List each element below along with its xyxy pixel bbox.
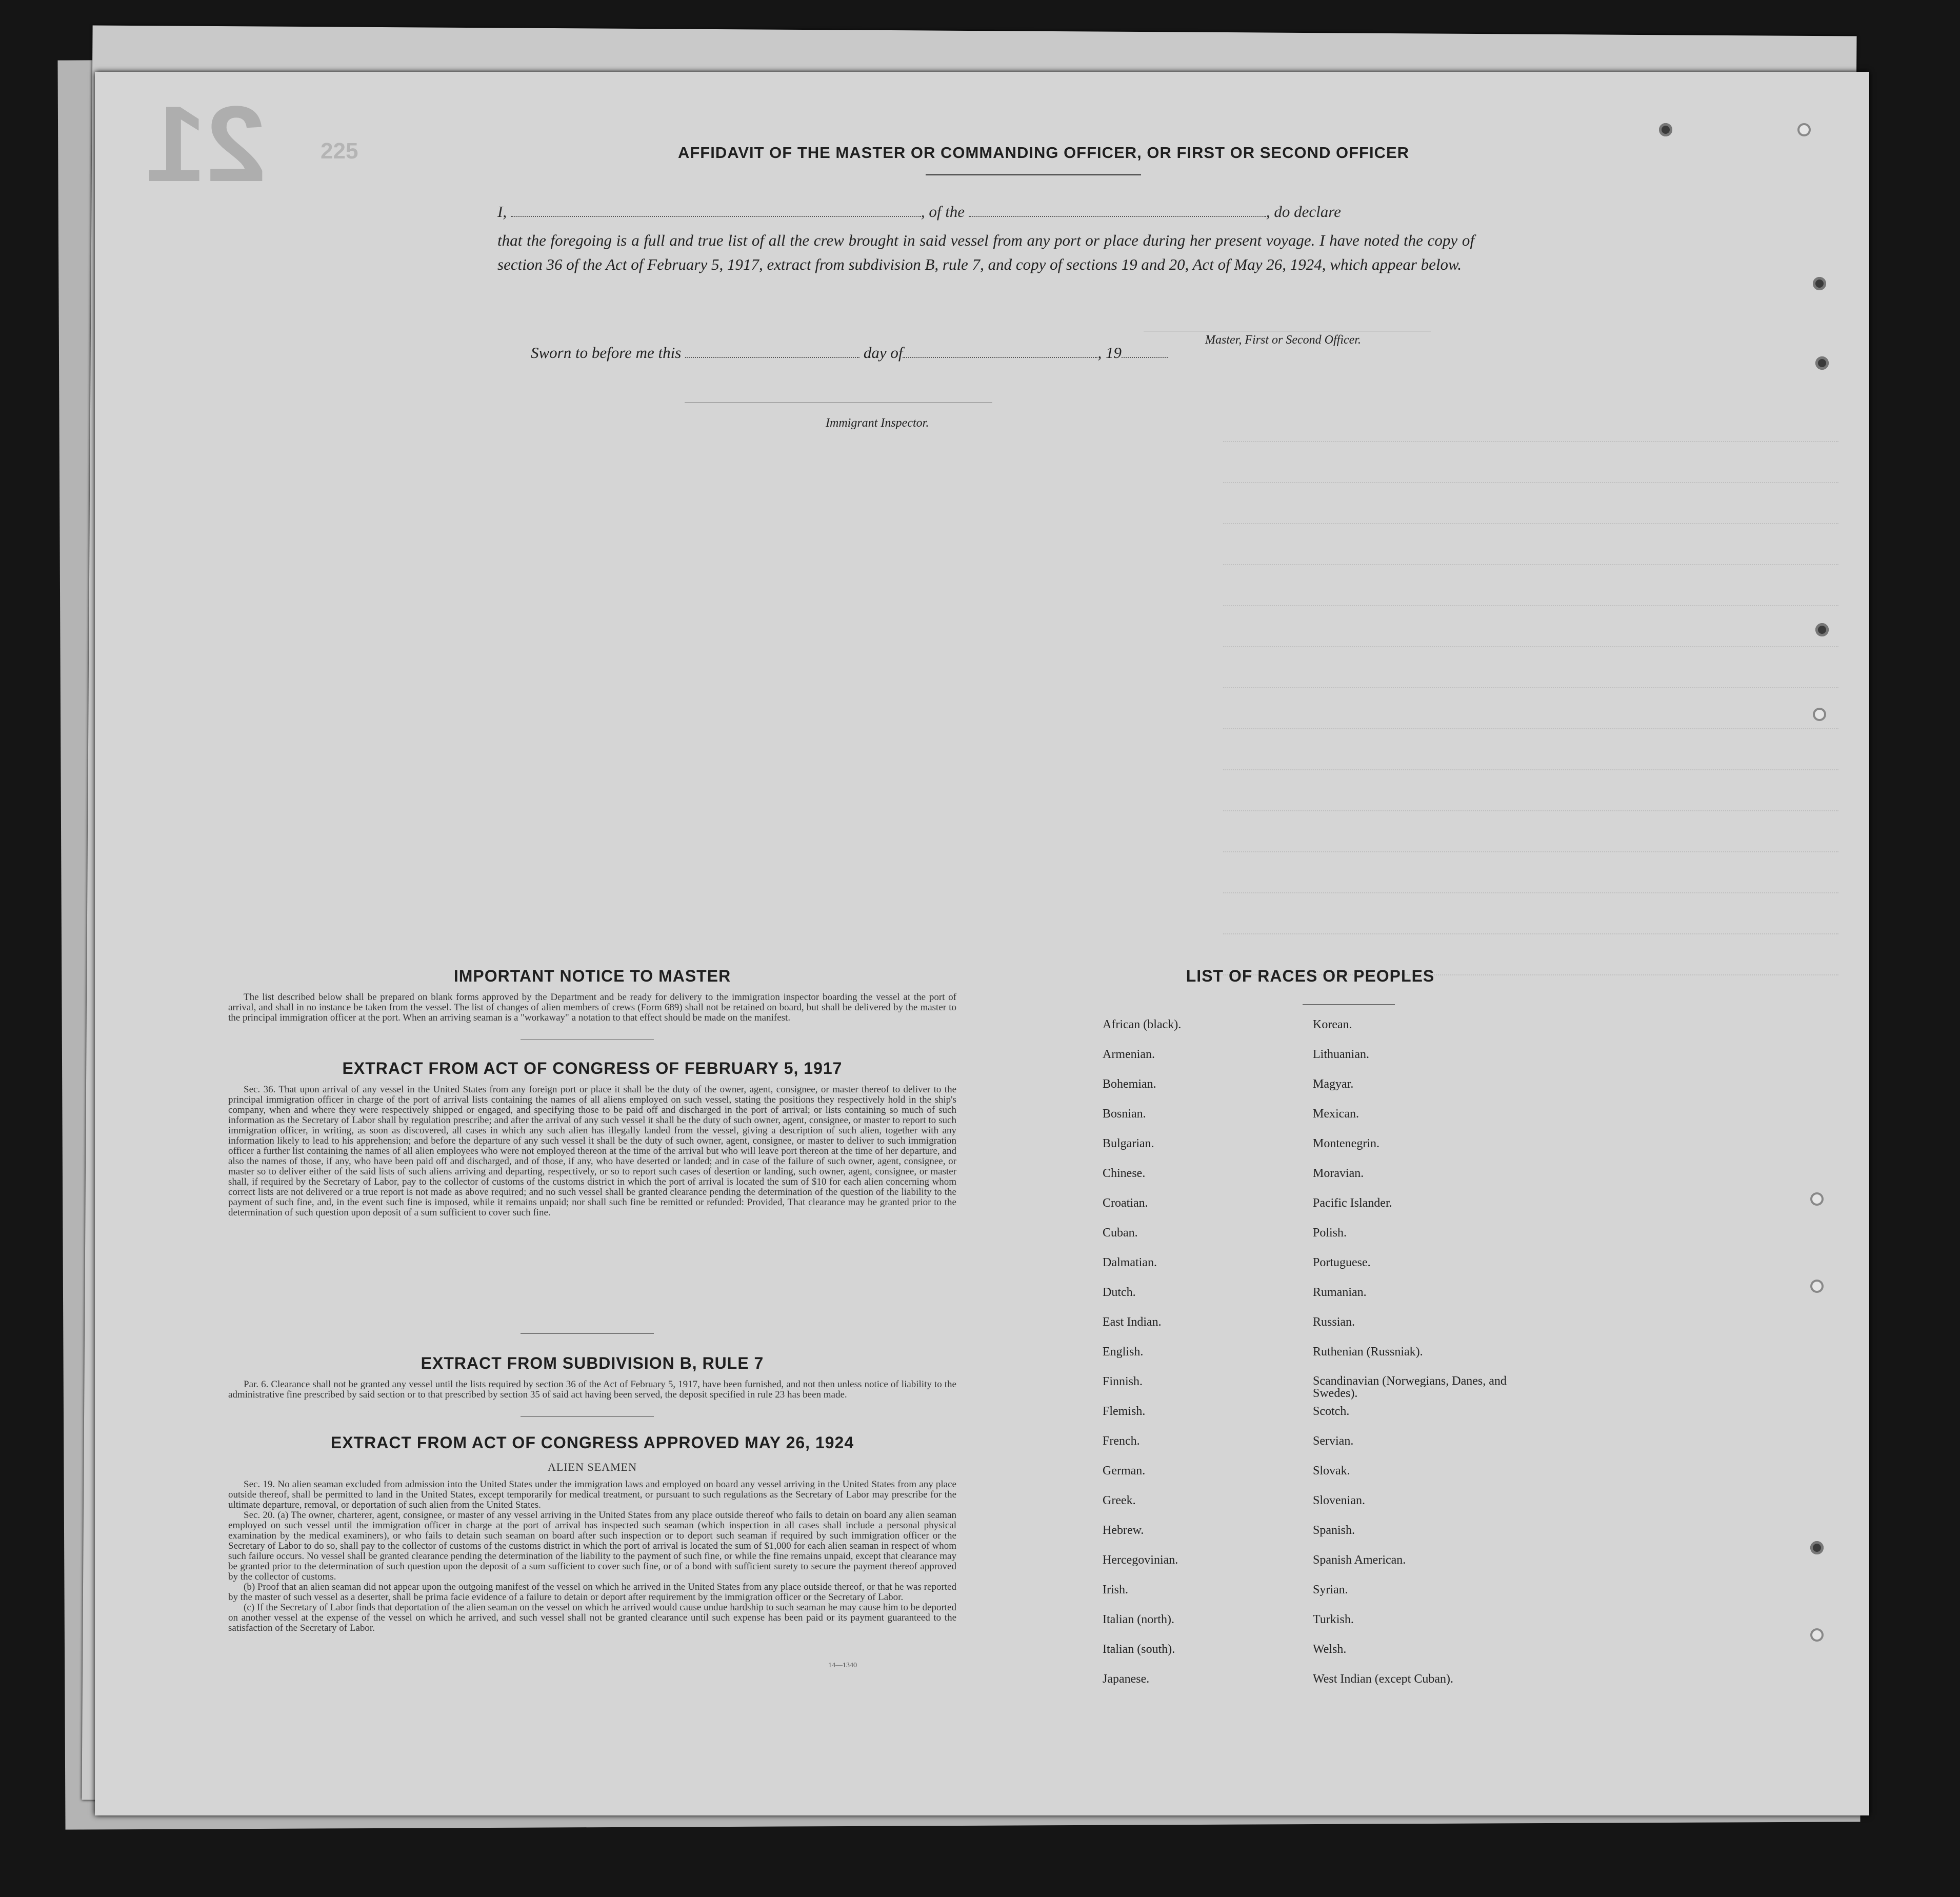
- master-signature-label: Master, First or Second Officer.: [1205, 333, 1361, 347]
- race-item: Dutch.: [1103, 1286, 1136, 1299]
- bleed-through-row: [1223, 605, 1838, 608]
- race-item: Magyar.: [1313, 1077, 1354, 1091]
- race-item: Hercegovinian.: [1103, 1553, 1178, 1567]
- sworn-prefix: Sworn to before me this: [531, 344, 682, 362]
- race-item: Flemish.: [1103, 1405, 1146, 1418]
- punch-hole: [1810, 1628, 1824, 1642]
- punch-hole: [1810, 1541, 1824, 1554]
- punch-hole: [1659, 123, 1672, 136]
- race-item: Ruthenian (Russniak).: [1313, 1345, 1423, 1359]
- race-item: Moravian.: [1313, 1167, 1364, 1180]
- sworn-month-field[interactable]: [903, 344, 1097, 358]
- race-item: Irish.: [1103, 1583, 1128, 1596]
- punch-hole: [1810, 1280, 1824, 1293]
- extract-rule7-title: EXTRACT FROM SUBDIVISION B, RULE 7: [421, 1354, 764, 1372]
- punch-hole: [1810, 1192, 1824, 1206]
- extract-1924-sec20c: (c) If the Secretary of Labor finds that deportation of the alien seaman on the vessel on which he arrived would cause undue hardship to such seaman he may cause him to be deported on another vessel at the expense of the vessel on which he arrived, and such vessel shall not be granted clearance until such expense has been paid or its payment guaranteed to the satisfaction of the Secretary of Labor.: [228, 1602, 956, 1633]
- race-item: Hebrew.: [1103, 1524, 1144, 1537]
- punch-hole: [1797, 123, 1811, 136]
- race-item: Japanese.: [1103, 1672, 1150, 1686]
- bleed-through-row: [1223, 933, 1838, 936]
- race-item: Cuban.: [1103, 1226, 1138, 1240]
- race-item: Syrian.: [1313, 1583, 1348, 1596]
- sheet-number-stamp: 21: [146, 84, 266, 204]
- race-item: French.: [1103, 1434, 1140, 1448]
- race-item: Korean.: [1313, 1018, 1352, 1031]
- race-item: Pacific Islander.: [1313, 1196, 1392, 1210]
- race-item: Bulgarian.: [1103, 1137, 1154, 1150]
- declaration-line: [497, 203, 1472, 221]
- punch-hole: [1815, 623, 1829, 636]
- form-number: 14—1340: [828, 1662, 857, 1669]
- extract-1924-sec20b: (b) Proof that an alien seaman did not appear upon the outgoing manifest of the vessel on which he arrived in the United States from any place outside thereof, or that he was reported by the master of such vessel as a deserter, shall be prima facie evidence of a failure to detain or deport after requirement by the immigration officer or the Secretary of Labor.: [228, 1582, 956, 1603]
- extract-1924-subtitle: ALIEN SEAMEN: [548, 1461, 637, 1473]
- bleed-through-row: [1223, 687, 1838, 690]
- affidavit-title: AFFIDAVIT OF THE MASTER OR COMMANDING OFFICER, OR FIRST OR SECOND OFFICER: [677, 144, 1410, 162]
- race-item: Italian (north).: [1103, 1613, 1174, 1626]
- race-item: Italian (south).: [1103, 1643, 1175, 1656]
- race-item: Welsh.: [1313, 1643, 1347, 1656]
- bleed-through-row: [1223, 523, 1838, 526]
- race-item: Lithuanian.: [1313, 1048, 1369, 1061]
- declaration-of-the: , of the: [921, 203, 965, 221]
- race-item: English.: [1103, 1345, 1144, 1359]
- race-item: Spanish.: [1313, 1524, 1355, 1537]
- race-item: Armenian.: [1103, 1048, 1155, 1061]
- sworn-year-field[interactable]: [1122, 344, 1168, 358]
- divider: [521, 1333, 654, 1334]
- race-item: Mexican.: [1313, 1107, 1359, 1121]
- bleed-through-row: [1223, 728, 1838, 731]
- races-left-column: [1103, 1018, 1297, 1702]
- punch-hole: [1813, 277, 1826, 290]
- extract-1924-text: [228, 1480, 956, 1633]
- sworn-day-field[interactable]: [685, 344, 859, 358]
- race-item: Slovenian.: [1313, 1494, 1365, 1507]
- race-item: German.: [1103, 1464, 1146, 1477]
- race-item: Scandinavian (Norwegians, Danes, and Swedes).: [1313, 1374, 1507, 1400]
- affidavit-body: that the foregoing is a full and true list of all the crew brought in said vessel from any port or place during her present voyage. I have noted the copy of section 36 of the Act of February 5, 1917, extract from subdivision B, rule 7, and copy of sections 19 and 20, Act of May 26, 1924, which appear below.: [497, 231, 1474, 273]
- race-item: Servian.: [1313, 1434, 1354, 1448]
- race-item: Rumanian.: [1313, 1286, 1367, 1299]
- extract-1917-paragraph: Sec. 36. That upon arrival of any vessel in the United States from any foreign port or place it shall be the duty of the owner, agent, consignee, or master thereof to deliver to the principal immigration officer in charge of the port of arrival lists containing the names of all aliens employed on such vessel, stating the positions they respectively hold in the ship's company, when and where they were respectively shipped or engaged, and specifying those to be paid off and discharged in the port of arrival; or lists containing so much of such information as the Secretary of Labor shall by regulation prescribe; and after the arrival of any such vessel it shall be the duty of such owner, agent, consignee, or master to report to such immigration officer, in writing, as soon as discovered, all cases in which any such alien has illegally landed from the vessel, giving a description of such alien, together with any information likely to lead to his apprehension; and before the departure of any such vessel it shall be the duty of such owner, agent, consignee, or master to deliver to such immigration officer a further list containing the names of all alien employees who were not employed thereon at the time of the arrival but who will leave port thereon at the time of her departure, and also the names of those, if any, who have been paid off and discharged, and of those, if any, who have deserted or landed; and in case of the failure of such owner, agent, consignee, or master so to deliver either of the said lists of such aliens arriving and departing, respectively, or so to report such cases of desertion or landing, such owner, agent, consignee, or master shall, if required by the Secretary of Labor, pay to the collector of customs of the customs district in which the port of arrival is located the sum of $10 for each alien concerning whom correct lists are not delivered or a true report is not made as above required; and no such vessel shall be granted clearance pending the determination of the question of the liability to the payment of such fine, and, in the event such fine is imposed, while it remains unpaid; nor shall such fine be remitted or refunded: Provided, That clearance may be granted prior to the determination of such question upon deposit of a sum sufficient to cover such fine.: [228, 1084, 956, 1218]
- race-item: Turkish.: [1313, 1613, 1354, 1626]
- declarant-name-field[interactable]: [511, 203, 921, 217]
- race-item: Greek.: [1103, 1494, 1136, 1507]
- extract-1924-sec19: Sec. 19. No alien seaman excluded from admission into the United States under the immigration laws and employed on board any vessel arriving in the United States from any place outside thereof, shall be permitted to land in the United States, except temporarily for medical treatment, or pursuant to such regulations as the Secretary of Labor may prescribe for the ultimate departure, removal, or deportation of such alien from the United States.: [228, 1479, 956, 1510]
- race-item: Croatian.: [1103, 1196, 1148, 1210]
- divider: [1303, 1004, 1395, 1005]
- extract-rule7-paragraph: Par. 6. Clearance shall not be granted any vessel until the lists required by section 36 of the Act of February 5, 1917, have been furnished, and not then unless notice of liability to the administrative fine prescribed by said section or to that prescribed by section 35 of said act having been served, the deposit specified in rule 23 has been made.: [228, 1379, 956, 1400]
- race-item: Slovak.: [1313, 1464, 1350, 1477]
- race-item: African (black).: [1103, 1018, 1182, 1031]
- extract-1917-text: [228, 1085, 956, 1218]
- bleed-through-row: [1223, 441, 1838, 444]
- inspector-label: Immigrant Inspector.: [826, 416, 929, 430]
- bleed-through-row: [1223, 482, 1838, 485]
- declaration-declare: , do declare: [1266, 203, 1341, 221]
- vessel-name-field[interactable]: [969, 203, 1266, 217]
- race-item: Finnish.: [1103, 1375, 1143, 1388]
- notice-title: IMPORTANT NOTICE TO MASTER: [453, 967, 731, 985]
- divider: [521, 1416, 654, 1417]
- race-item: Russian.: [1313, 1315, 1355, 1329]
- bleed-through-row: [1223, 769, 1838, 772]
- extract-rule7-text: [228, 1380, 956, 1400]
- race-item: Scotch.: [1313, 1405, 1350, 1418]
- notice-text: [228, 992, 956, 1023]
- races-title: LIST OF RACES OR PEOPLES: [1186, 967, 1435, 985]
- race-item: Portuguese.: [1313, 1256, 1371, 1269]
- bleed-through-row: [1223, 646, 1838, 649]
- punch-hole: [1815, 356, 1829, 370]
- bleed-through-row: [1223, 564, 1838, 567]
- divider: [926, 174, 1141, 175]
- race-item: West Indian (except Cuban).: [1313, 1672, 1453, 1686]
- sworn-day-label: day of: [863, 344, 903, 362]
- race-item: Bohemian.: [1103, 1077, 1156, 1091]
- race-item: Montenegrin.: [1313, 1137, 1379, 1150]
- extract-1917-title: EXTRACT FROM ACT OF CONGRESS OF FEBRUARY 5, 1917: [342, 1059, 843, 1077]
- extract-1924-title: EXTRACT FROM ACT OF CONGRESS APPROVED MAY 26, 1924: [330, 1433, 854, 1452]
- sworn-line: [531, 344, 1168, 362]
- race-item: Polish.: [1313, 1226, 1347, 1240]
- races-right-column: [1313, 1018, 1549, 1702]
- declaration-i: I,: [497, 203, 507, 221]
- sworn-year-label: , 19: [1097, 344, 1122, 362]
- bleed-through-row: [1223, 892, 1838, 895]
- race-item: Dalmatian.: [1103, 1256, 1157, 1269]
- race-item: Chinese.: [1103, 1167, 1146, 1180]
- punch-hole: [1813, 708, 1826, 721]
- notice-paragraph: The list described below shall be prepared on blank forms approved by the Department and be ready for delivery to the immigration inspector boarding the vessel at the port of arrival, and shall in no instance be taken from the vessel. The list of changes of alien members of crews (Form 689) shall not be retained on board, but shall be delivered by the master to the principal immigration officer at the port. When an arriving seaman is a "workaway" a notation to that effect should be made on the manifest.: [228, 992, 956, 1023]
- page-number-stamp: 225: [321, 138, 358, 164]
- document-page: [95, 72, 1869, 1815]
- bleed-through-row: [1223, 810, 1838, 813]
- extract-1924-sec20a: Sec. 20. (a) The owner, charterer, agent, consignee, or master of any vessel arriving in the United States from any place outside thereof who fails to detain on board any alien seaman employed on such vessel until the immigration officer in charge at the port of arrival has inspected such seaman (which inspection in all cases shall include a personal physical examination by the medical examiners), or who fails to detain such seaman on board after such inspection or to deport such seaman if required by such immigration officer or the Secretary of Labor to do so, shall pay to the collector of customs of the customs district in which the port of arrival is located the sum of $1,000 for each alien seaman in respect of whom such failure occurs. No vessel shall be granted clearance pending the determination of the liability to the payment of such fine, or while the fine remains unpaid, except that clearance may be granted prior to the determination of such question upon the deposit of a sum sufficient to cover such fine, or of a bond with sufficient surety to secure the payment thereof approved by the collector of customs.: [228, 1510, 956, 1582]
- bleed-through-row: [1223, 851, 1838, 854]
- race-item: Spanish American.: [1313, 1553, 1406, 1567]
- race-item: East Indian.: [1103, 1315, 1162, 1329]
- race-item: Bosnian.: [1103, 1107, 1146, 1121]
